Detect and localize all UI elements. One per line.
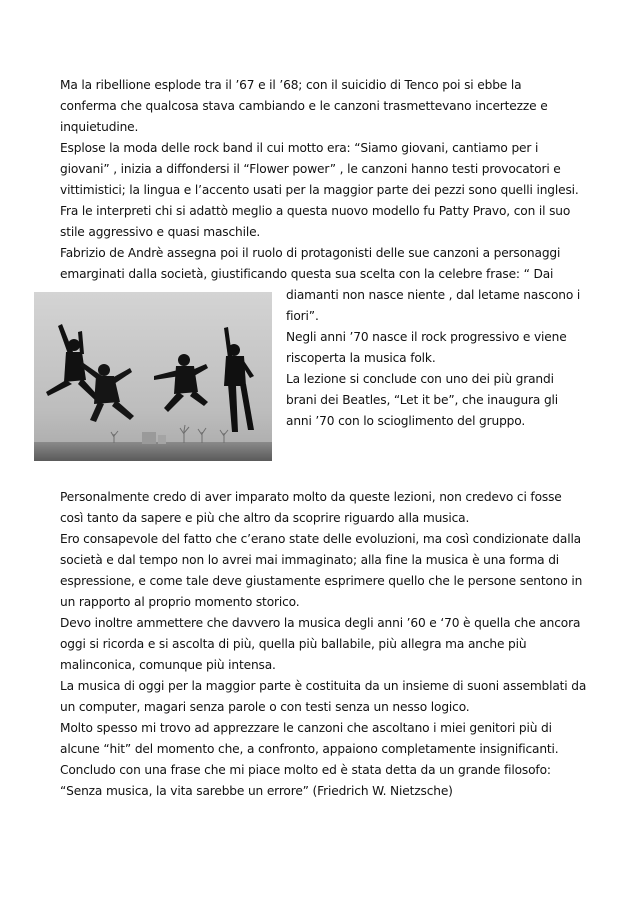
text-line: un rapporto al proprio momento storico.	[60, 595, 300, 609]
text-line: inquietudine.	[60, 120, 139, 134]
text-line: un computer, magari senza parole o con testi senza un nesso logico.	[60, 700, 470, 714]
text-line: brani dei Beatles, “Let it be”, che inaugura gli	[286, 393, 559, 407]
text-line: oggi si ricorda e si ascolta di più, quella più ballabile, più allegra ma anche più	[60, 637, 527, 651]
band-photo	[34, 292, 272, 461]
text-line: Fabrizio de Andrè assegna poi il ruolo di protagonisti delle sue canzoni a personaggi	[60, 246, 561, 260]
text-line: conferma che qualcosa stava cambiando e le canzoni trasmettevano incertezze e	[60, 99, 548, 113]
text-line: Fra le interpreti chi si adattò meglio a questa nuovo modello fu Patty Pravo, con il suo	[60, 204, 571, 218]
text-line: Devo inoltre ammettere che davvero la musica degli anni ’60 e ‘70 è quella che ancora	[60, 616, 581, 630]
text-line: Ma la ribellione esplode tra il ’67 e il ’68; con il suicidio di Tenco poi si ebbe la	[60, 78, 522, 92]
text-line: La musica di oggi per la maggior parte è costituita da un insieme di suoni assemblati da	[60, 679, 587, 693]
text-line: alcune “hit” del momento che, a confronto, appaiono completamente insignificanti.	[60, 742, 559, 756]
text-line: società e dal tempo non lo avrei mai immaginato; alla fine la musica è una forma di	[60, 553, 560, 567]
text-line: fiori”.	[286, 309, 319, 323]
text-line: diamanti non nasce niente , dal letame nascono i	[286, 288, 581, 302]
text-line: malinconica, comunque più intensa.	[60, 658, 276, 672]
text-line: “Senza musica, la vita sarebbe un errore” (Friedrich W. Nietzsche)	[60, 784, 453, 798]
text-line: stile aggressivo e quasi maschile.	[60, 225, 261, 239]
text-line: emarginati dalla società, giustificando questa sua scelta con la celebre frase: “ Dai	[60, 267, 554, 281]
text-line: Esplose la moda delle rock band il cui motto era: “Siamo giovani, cantiamo per i	[60, 141, 539, 155]
text-line: così tanto da sapere e più che altro da scoprire riguardo alla musica.	[60, 511, 470, 525]
text-line: anni ’70 con lo scioglimento del gruppo.	[286, 414, 526, 428]
text-line: riscoperta la musica folk.	[286, 351, 436, 365]
text-line: espressione, e come tale deve giustamente esprimere quello che le persone sentono in	[60, 574, 583, 588]
text-line: vittimistici; la lingua e l’accento usati per la maggior parte dei pezzi sono quelli inglesi.	[60, 183, 579, 197]
text-line: La lezione si conclude con uno dei più grandi	[286, 372, 554, 386]
text-line: Personalmente credo di aver imparato molto da queste lezioni, non credevo ci fosse	[60, 490, 562, 504]
text-line: Molto spesso mi trovo ad apprezzare le canzoni che ascoltano i miei genitori più di	[60, 721, 552, 735]
text-line: giovani” , inizia a diffondersi il “Flower power” , le canzoni hanno testi provocatori e	[60, 162, 561, 176]
text-line: Concludo con una frase che mi piace molto ed è stata detta da un grande filosofo:	[60, 763, 551, 777]
text-line: Ero consapevole del fatto che c’erano state delle evoluzioni, ma così condizionate dalla	[60, 532, 581, 546]
text-line: Negli anni ’70 nasce il rock progressivo e viene	[286, 330, 567, 344]
